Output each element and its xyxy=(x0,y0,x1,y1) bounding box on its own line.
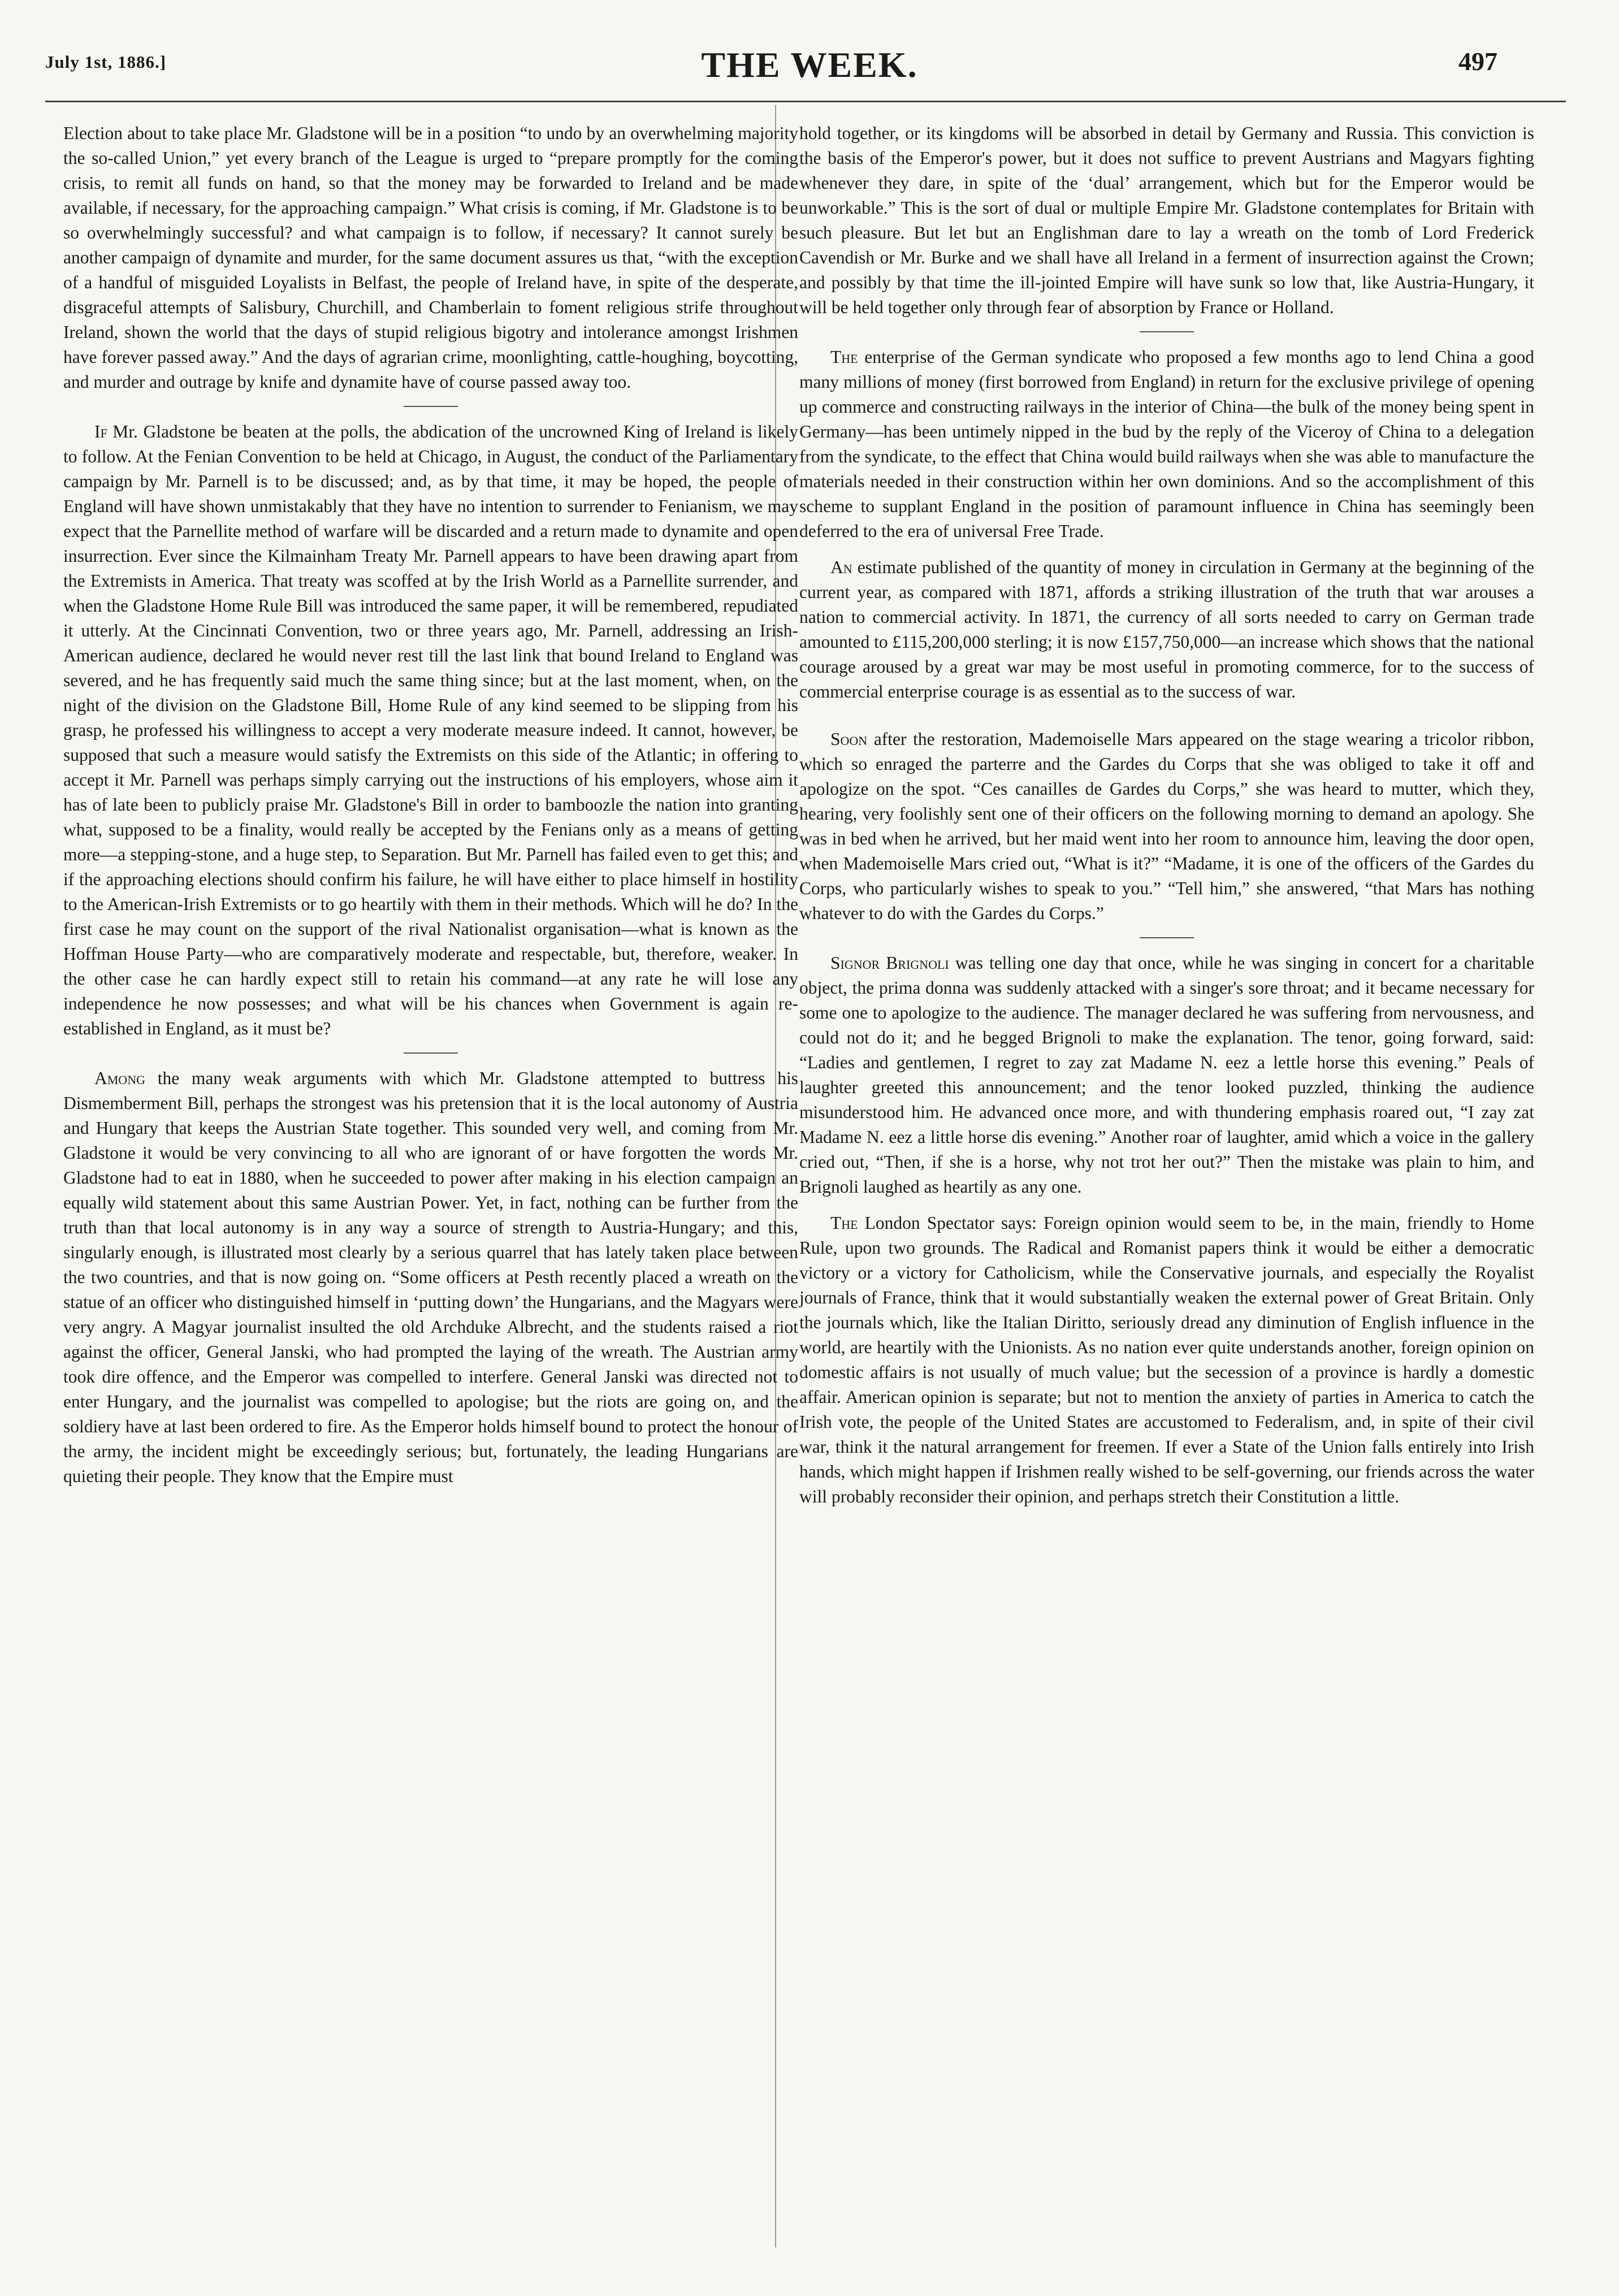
page-number: 497 xyxy=(1458,47,1497,76)
article-spacer xyxy=(799,704,1534,727)
page-header xyxy=(0,0,1619,124)
article-paragraph: The London Spectator says: Foreign opinion would seem to be, in the main, friendly to Home Rule, upon two grounds. The Radical and Romanist papers think it would be either a democratic victory or a victory for Catholicism, while the Conservative journals, and especially the Royalist journals of France, think that it would substantially weaken the external power of Great Britain. Only the journals which, like the Italian Diritto, seriously dread any diminution of English influence in the world, are heartily with the Unionists. As no nation ever quite understands another, foreign opinion on domestic affairs is not usually of much value; but the secession of a province is hardly a domestic affair. American opinion is separate; but not to mention the anxiety of parties in America to catch the Irish vote, the people of the United States are accustomed to Federalism, and, in spite of their civil war, think it the natural arrangement for freemen. If ever a State of the Union falls entirely into Irish hands, which might happen if Irishmen really wished to be self-governing, our friends across the water will probably reconsider their opinion, and perhaps stretch their Constitution a little. xyxy=(799,1213,1534,1506)
article-paragraph: If Mr. Gladstone be beaten at the polls, the abdication of the uncrowned King of Ireland is likely to follow. At the Fenian Convention to be held at Chicago, in August, the conduct of the Parliamentary campaign by Mr. Parnell is to be discussed; and, as by that time, it may be hoped, the people of England will have shown unmistakably that they have no intention to surrender to Fenianism, we may expect that the Parnellite method of warfare will be discarded and a return made to dynamite and open insurrection. Ever since the Kilmainham Treaty Mr. Parnell appears to have been drawing apart from the Extremists in America. That treaty was scoffed at by the Irish World as a Parnellite surrender, and when the Gladstone Home Rule Bill was introduced the same paper, it will be remembered, repudiated it utterly. At the Cincinnati Convention, two or three years ago, Mr. Parnell, addressing an Irish-American audience, declared he would never rest till the last link that bound Ireland to England was severed, and he has frequently said much the same thing since; but at the last moment, when, on the night of the division on the Gladstone Bill, Home Rule of any kind seemed to be slipping from his grasp, he professed his willingness to accept a very moderate measure indeed. It cannot, however, be supposed that such a measure would satisfy the Extremists on this side of the Atlantic; in offering to accept it Mr. Parnell was perhaps simply carrying out the instructions of his employers, whose aim it has of late been to publicly praise Mr. Gladstone's Bill in order to bamboozle the nation into granting what, supposed to be a finality, would really be accepted by the Fenians only as a means of getting more—a stepping-stone, and a huge step, to Separation. But Mr. Parnell has failed even to get this; and if the approaching elections should confirm his failure, he will have either to place himself in hostility to the American-Irish Extremists or to go heartily with them in their methods. Which will he do? In the first case he may count on the support of the rival Nationalist organisation—what is known as the Hoffman House Party—who are comparatively moderate and respectable, but, therefore, weaker. In the other case he can hardly expect still to retain his command—at any rate he will lose any independence he now possesses; and what will be his chances when Government is again re-established in England, as it must be? xyxy=(63,422,798,1038)
article-paragraph: Election about to take place Mr. Gladstone will be in a position “to undo by an overwhelming majority the so-called Union,” yet every branch of the League is urged to “prepare promptly for the coming crisis, to remit all funds on hand, so that the money may be forwarded to Ireland and be made available, if necessary, for the approaching campaign.” What crisis is coming, if Mr. Gladstone is to be so overwhelmingly successful? and what campaign is to follow, if necessary? It cannot surely be another campaign of dynamite and murder, for the same document assures us that, “with the exception of a handful of misguided Loyalists in Belfast, the people of Ireland have, in spite of the desperate, disgraceful attempts of Salisbury, Churchill, and Chamberlain to foment religious strife throughout Ireland, shown the world that the days of stupid religious bigotry and intolerance amongst Irishmen have forever passed away.” And the days of agrarian crime, moonlighting, cattle-houghing, boycotting, and murder and outrage by knife and dynamite have of course passed away too. xyxy=(63,123,798,392)
header-rule xyxy=(45,101,1566,102)
issue-date: July 1st, 1886.] xyxy=(45,52,167,72)
masthead-title: THE WEEK. xyxy=(701,45,918,85)
article-paragraph: Soon after the restoration, Mademoiselle Mars appeared on the stage wearing a tricolor ribbon, which so enraged the parterre and the Gardes du Corps that she was obliged to take it off and apologize on the spot. “Ces canailles de Gardes du Corps,” she was heard to mutter, which they, hearing, very foolishly sent one of their officers on the following morning to demand an apology. She was in bed when he arrived, but her maid went into her room to announce him, leaving the door open, when Mademoiselle Mars cried out, “What is it?” “Madame, it is one of the officers of the Gardes du Corps, who particularly wishes to speak to you.” “Tell him,” she answered, “that Mars has nothing whatever to do with the Gardes du Corps.” xyxy=(799,729,1534,923)
article-separator xyxy=(1140,937,1194,938)
article-separator xyxy=(404,406,458,407)
article-paragraph: hold together, or its kingdoms will be absorbed in detail by Germany and Russia. This conviction is the basis of the Emperor's power, but it does not suffice to prevent Austrians and Magyars fighting whenever they dare, in spite of the ‘dual’ arrangement, which but for the Emperor would be unworkable.” This is the sort of dual or multiple Empire Mr. Gladstone contemplates for Britain with such pleasure. But let but an Englishman dare to lay a wreath on the tomb of Lord Frederick Cavendish or Mr. Burke and we shall have all Ireland in a ferment of insurrection against the Crown; and possibly by that time the ill-jointed Empire will have sunk so low that, like Austria-Hungary, it will be held together only through fear of absorption by France or Holland. xyxy=(799,123,1534,317)
left-column xyxy=(63,121,798,1489)
article-spacer xyxy=(799,1199,1534,1211)
article-paragraph: Among the many weak arguments with which Mr. Gladstone attempted to buttress his Dismemberment Bill, perhaps the strongest was his pretension that it is the local autonomy of Austria and Hungary that keeps the Austrian State together. This sounded very well, and coming from Mr. Gladstone it would be very convincing to all who are ignorant of or have forgotten the words Mr. Gladstone had to eat in 1880, when he succeeded to power after making in his election campaign an equally wild statement about this same Austrian Power. Yet, in fact, nothing can be further from the truth than that local autonomy is in any way a source of strength to Austria-Hungary; and this, singularly enough, is illustrated most clearly by a serious quarrel that has lately taken place between the two countries, and that is now going on. “Some officers at Pesth recently placed a wreath on the statue of an officer who distinguished himself in ‘putting down’ the Hungarians, and the Magyars were very angry. A Magyar journalist insulted the old Archduke Albrecht, and the students raised a riot against the officer, General Janski, who had prompted the laying of the wreath. The Austrian army took dire offence, and the Emperor was compelled to interfere. General Janski was directed not to enter Hungary, and the journalist was compelled to apologise; but the riots are going on, and the soldiery have at last been ordered to fire. As the Emperor holds himself bound to protect the honour of the army, the incident might be exceedingly serious; but, fortunately, the leading Hungarians are quieting their people. They know that the Empire must xyxy=(63,1068,798,1486)
article-separator xyxy=(404,1052,458,1054)
article-paragraph: The enterprise of the German syndicate who proposed a few months ago to lend China a good many millions of money (first borrowed from England) in return for the exclusive privilege of opening up commerce and constructing railways in the interior of China—the bulk of the money being spent in Germany—has been untimely nipped in the bud by the reply of the Viceroy of China to a delegation from the syndicate, to the effect that China would build railways when she was able to manufacture the materials needed in their construction within her own dominions. And so the accomplishment of this scheme to supplant England in the position of paramount influence in China has seemingly been deferred to the era of universal Free Trade. xyxy=(799,347,1534,541)
right-column xyxy=(799,121,1534,1509)
article-separator xyxy=(1140,331,1194,332)
article-paragraph: Signor Brignoli was telling one day that once, while he was singing in concert for a charitable object, the prima donna was suddenly attacked with a singer's sore throat; and it became necessary for some one to apologize to the audience. The manager declared he was suffering from nervousness, and could not do it; and he begged Brignoli to make the explanation. The tenor, going forward, said: “Ladies and gentlemen, I regret to zay zat Madame N. eez a lettle horse this evening.” Peals of laughter greeted this announcement; and the tenor looked puzzled, thinking the audience misunderstood him. He advanced once more, and with thundering emphasis roared out, “I zay zat Madame N. eez a little horse dis evening.” Another roar of laughter, amid which a voice in the gallery cried out, “Then, if she is a horse, why not trot her out?” Then the mistake was plain to him, and Brignoli laughed as heartily as any one. xyxy=(799,953,1534,1197)
article-spacer xyxy=(799,544,1534,555)
article-paragraph: An estimate published of the quantity of money in circulation in Germany at the beginning of the current year, as compared with 1871, affords a striking illustration of the truth that war arouses a nation to commercial activity. In 1871, the currency of all sorts needed to carry on German trade amounted to £115,200,000 sterling; it is now £157,750,000—an increase which shows that the national courage aroused by a great war may be most useful in promoting commerce, for to the success of commercial enterprise courage is as essential as to the success of war. xyxy=(799,557,1534,701)
